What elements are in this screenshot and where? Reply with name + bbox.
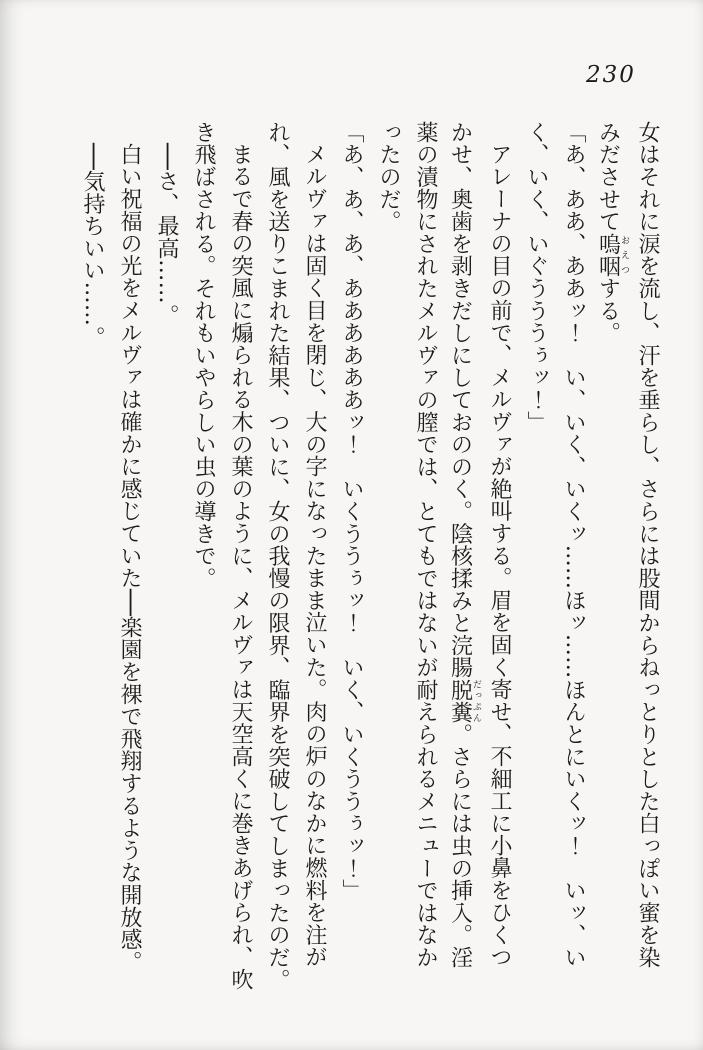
text-line-11: れ、風を送りこまれた結果、ついに、女の我慢の限界、臨界を突破してしまったのだ。 — [265, 121, 290, 991]
text-line-4: く、いく、いぐうううぅッ！」 — [524, 121, 549, 434]
text-line-2: みださせて嗚咽おえつする。 — [595, 121, 629, 345]
text-line-6: かせ、奥歯を剥きだしにしておののく。陰核揉みと浣腸脱糞だっぷん。さらには虫の挿入。淫 — [447, 121, 481, 969]
text-line-9: 「あ、あ、あ、ああああああッ！ いくううぅッ！ いく、いくううぅッ！」 — [339, 121, 364, 902]
ruby-annotated-word: 嗚咽おえつ — [595, 232, 629, 278]
text-line-7: 薬の漬物にされたメルヴァの膣では、とてもではないが耐えられるメニューではなか — [413, 121, 438, 969]
page-number: 230 — [586, 62, 636, 88]
text-line-3: 「あ、ああ、ああッ！ い、いく、いくッ……ほッ……ほんとにいくッ！ いッ、い — [561, 121, 586, 969]
text-line-14: ──さ、最高……。 — [154, 143, 179, 327]
text-line-15: 白い祝福の光をメルヴァは確かに感じていた──楽園を裸で飛翔するような開放感。 — [117, 143, 142, 973]
text-block — [74, 121, 666, 993]
ruby-annotated-word: 脱糞だっぷん — [447, 678, 481, 724]
text-line-1: 女はそれに涙を流し、汗を垂らし、さらには股間からねっとりとした白っぽい蜜を染 — [635, 121, 660, 969]
text-line-10: メルヴァは固く目を閉じ、大の字になったまま泣いた。肉の炉のなかに燃料を注が — [302, 143, 327, 969]
text-line-12: まるで春の突風に煽られる木の葉のように、メルヴァは天空高くに巻きあげられ、吹 — [228, 143, 253, 991]
text-line-13: き飛ばされる。それもいやらしい虫の導きで。 — [191, 121, 216, 590]
text-line-5: アレーナの目の前で、メルヴァが絶叫する。眉を固く寄せ、不細工に小鼻をひくつ — [487, 143, 512, 969]
text-line-16: ──気持ちいい……。 — [80, 143, 105, 349]
text-line-8: ったのだ。 — [376, 121, 401, 233]
